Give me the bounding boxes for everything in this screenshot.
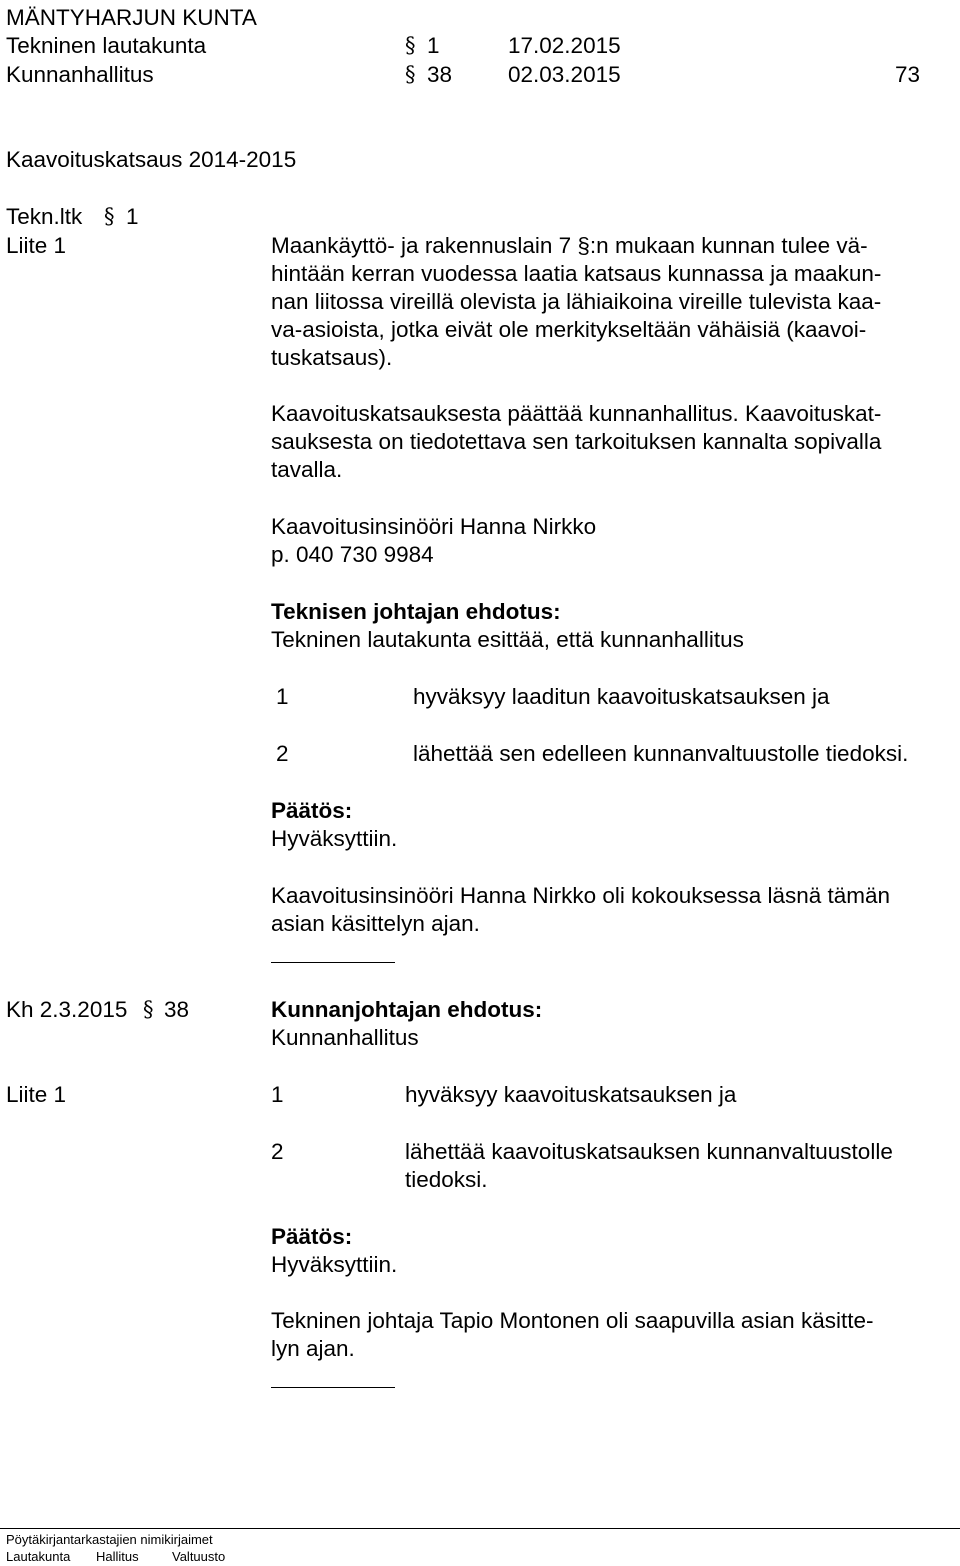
section-divider (271, 1387, 395, 1388)
tekn-item-number: 1 (276, 684, 289, 709)
kh-decision-heading: Päätös: (271, 1224, 353, 1249)
tekn-para2-line: tavalla. (271, 457, 343, 482)
tekn-item-text: lähettää sen edelleen kunnanvaltuustolle tiedoksi. (413, 741, 909, 766)
tekn-decision-heading: Päätös: (271, 798, 353, 823)
tekn-item-number: 2 (276, 741, 289, 766)
kh-proposal-heading: Kunnanjohtajan ehdotus: (271, 997, 543, 1022)
footer-label: Pöytäkirjantarkastajien nimikirjaimet (6, 1532, 213, 1547)
section-divider (271, 962, 395, 963)
header-date-tekn: 17.02.2015 (508, 33, 621, 58)
organization-name: MÄNTYHARJUN KUNTA (6, 5, 257, 30)
footer-column-lautakunta: Lautakunta (6, 1549, 71, 1564)
section-sign-icon: § (104, 204, 115, 228)
tekn-ref-prefix: Tekn.ltk (6, 204, 83, 229)
tekn-proposal-heading: Teknisen johtajan ehdotus: (271, 599, 561, 624)
contact-name: Kaavoitusinsinööri Hanna Nirkko (271, 514, 597, 539)
header-section-tekn: 1 (427, 33, 440, 58)
tekn-note-line: asian käsittelyn ajan. (271, 911, 480, 936)
header-body-tekn: Tekninen lautakunta (6, 33, 207, 58)
tekn-body-line: nan liitossa vireillä olevista ja lähiaikoina vireille tulevista kaa- (271, 289, 882, 314)
footer-rule (0, 1528, 960, 1529)
tekn-body-line: Maankäyttö- ja rakennuslain 7 §:n mukaan kunnan tulee vä- (271, 233, 868, 258)
header-section-kh: 38 (427, 62, 453, 87)
tekn-decision-text: Hyväksyttiin. (271, 826, 398, 851)
kh-ref-prefix: Kh 2.3.2015 (6, 997, 128, 1022)
kh-ref-number: 38 (164, 997, 190, 1022)
section-sign-icon: § (405, 33, 416, 57)
kh-item-text: hyväksyy kaavoituskatsauksen ja (405, 1082, 737, 1107)
kh-item-number: 2 (271, 1139, 284, 1164)
header-body-kh: Kunnanhallitus (6, 62, 154, 87)
tekn-para2-line: sauksesta on tiedotettava sen tarkoituksen kannalta sopivalla (271, 429, 882, 454)
tekn-note-line: Kaavoitusinsinööri Hanna Nirkko oli kokouksessa läsnä tämän (271, 883, 891, 908)
tekn-para2-line: Kaavoituskatsauksesta päättää kunnanhallitus. Kaavoituskat- (271, 401, 882, 426)
tekn-body-line: tuskatsaus). (271, 345, 393, 370)
footer-column-valtuusto: Valtuusto (172, 1549, 226, 1564)
section-sign-icon: § (143, 997, 154, 1021)
tekn-ref-number: 1 (126, 204, 139, 229)
tekn-proposal-intro: Tekninen lautakunta esittää, että kunnanhallitus (271, 627, 744, 652)
kh-note-line: lyn ajan. (271, 1336, 355, 1361)
tekn-item-text: hyväksyy laaditun kaavoituskatsauksen ja (413, 684, 830, 709)
kh-proposal-intro: Kunnanhallitus (271, 1025, 419, 1050)
header-date-kh: 02.03.2015 (508, 62, 621, 87)
kh-item-text: tiedoksi. (405, 1167, 488, 1192)
document-title: Kaavoituskatsaus 2014-2015 (6, 147, 297, 172)
tekn-attachment: Liite 1 (6, 233, 67, 258)
kh-item-text: lähettää kaavoituskatsauksen kunnanvaltuustolle (405, 1139, 893, 1164)
section-sign-icon: § (405, 62, 416, 86)
page-number: 73 (895, 62, 921, 87)
tekn-body-line: hintään kerran vuodessa laatia katsaus kunnassa ja maakun- (271, 261, 882, 286)
kh-item-number: 1 (271, 1082, 284, 1107)
kh-note-line: Tekninen johtaja Tapio Montonen oli saapuvilla asian käsitte- (271, 1308, 874, 1333)
contact-phone: p. 040 730 9984 (271, 542, 434, 567)
footer-column-hallitus: Hallitus (96, 1549, 139, 1564)
kh-decision-text: Hyväksyttiin. (271, 1252, 398, 1277)
kh-attachment: Liite 1 (6, 1082, 67, 1107)
tekn-body-line: va-asioista, jotka eivät ole merkitykseltään vähäisiä (kaavoi- (271, 317, 867, 342)
